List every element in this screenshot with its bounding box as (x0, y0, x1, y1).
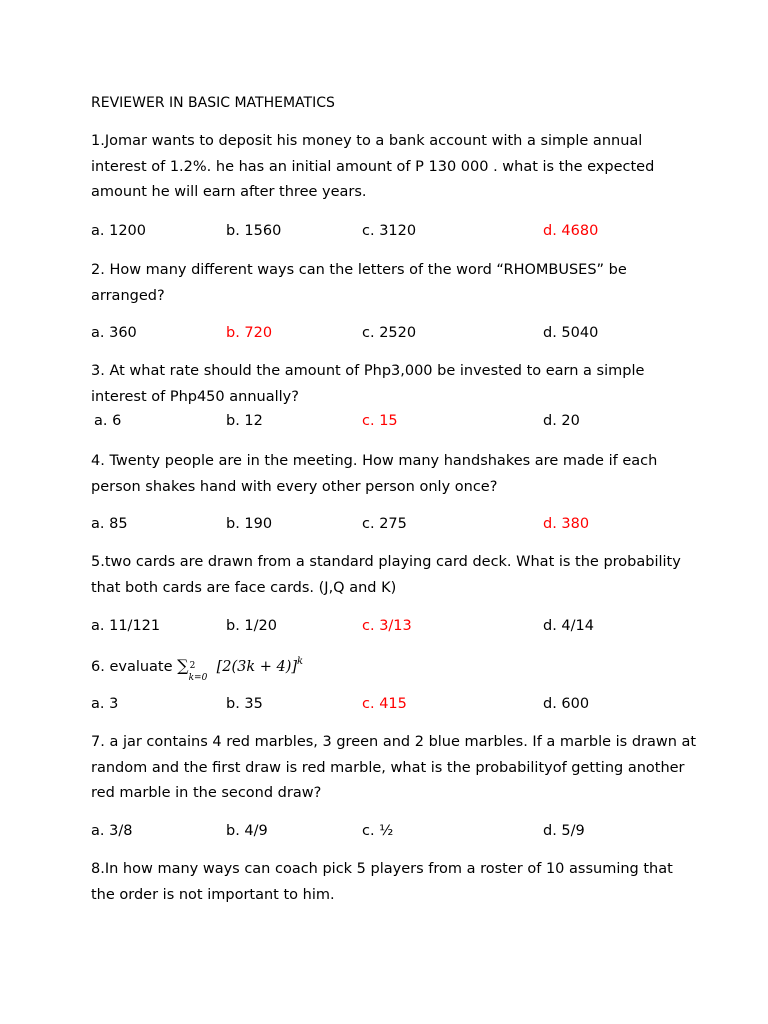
question-5 (91, 550, 691, 601)
question-2 (91, 258, 691, 309)
option-a: a. 85 (91, 516, 128, 532)
summation-limits (188, 658, 217, 683)
option-c-correct: c. 415 (362, 696, 407, 712)
option-a: a. 6 (94, 413, 122, 429)
option-c: c. 275 (362, 516, 407, 532)
option-d: d. 4/14 (543, 618, 594, 634)
option-d: d. 20 (543, 413, 580, 429)
question-8 (91, 857, 691, 908)
question-7-line: 7. a jar contains 4 red marbles, 3 green and 2 blue marbles. If a marble is drawn at (91, 734, 697, 750)
question-8-line: the order is not important to him. (91, 886, 335, 903)
option-c-correct: c. 3/13 (362, 618, 412, 634)
question-7-options (91, 823, 691, 845)
option-a: a. 360 (91, 325, 137, 341)
question-7-line: red marble in the second draw? (91, 785, 322, 802)
option-d: d. 600 (543, 696, 590, 712)
option-b: b. 12 (226, 413, 263, 429)
question-2-line: arranged? (91, 287, 165, 304)
page-title: REVIEWER IN BASIC MATHEMATICS (91, 95, 335, 111)
lower-limit: k=0 (188, 673, 208, 683)
question-1-options (91, 223, 691, 245)
option-d: d. 5040 (543, 325, 599, 341)
question-4-options (91, 516, 691, 538)
option-a: a. 1200 (91, 223, 147, 239)
upper-limit: 2 (189, 661, 196, 671)
option-b-correct: b. 720 (226, 325, 273, 341)
option-b: b. 4/9 (226, 823, 268, 839)
option-c: c. 3120 (362, 223, 417, 239)
question-1-line: amount he will earn after three years. (91, 184, 367, 201)
option-d: d. 5/9 (543, 823, 585, 839)
question-1-line: 1.Jomar wants to deposit his money to a bank account with a simple annual (91, 133, 643, 149)
option-c: c. ½ (362, 823, 394, 839)
question-2-options (91, 325, 691, 347)
question-6 (91, 653, 691, 682)
question-8-line: 8.In how many ways can coach pick 5 players from a roster of 10 assuming that (91, 861, 673, 877)
option-c-correct: c. 15 (362, 413, 398, 429)
question-3-line: 3. At what rate should the amount of Php3,000 be invested to earn a simple (91, 363, 645, 379)
expression-body: [2(3k + 4)] (216, 659, 298, 675)
question-3-line: interest of Php450 annually? (91, 388, 299, 405)
question-5-line: 5.two cards are drawn from a standard playing card deck. What is the probability (91, 554, 681, 570)
question-6-options (91, 696, 691, 718)
question-1-line: interest of 1.2%. he has an initial amount of P 130 000 . what is the expected (91, 158, 655, 175)
option-d-correct: d. 4680 (543, 223, 599, 239)
question-7 (91, 730, 697, 807)
question-3 (91, 359, 691, 410)
question-6-prefix: 6. evaluate (91, 659, 173, 675)
option-a: a. 3 (91, 696, 119, 712)
option-b: b. 1/20 (226, 618, 277, 634)
question-4-line: person shakes hand with every other person only once? (91, 478, 498, 495)
question-1 (91, 129, 691, 206)
sigma-symbol: ∑ (177, 656, 189, 675)
question-4 (91, 449, 691, 500)
question-2-line: 2. How many different ways can the letters of the word “RHOMBUSES” be (91, 262, 627, 278)
question-4-line: 4. Twenty people are in the meeting. How many handshakes are made if each (91, 453, 658, 469)
exponent: k (297, 656, 304, 667)
question-3-options (91, 413, 691, 435)
question-7-line: random and the first draw is red marble, what is the probabilityof getting another (91, 759, 685, 776)
option-d-correct: d. 380 (543, 516, 590, 532)
option-b: b. 35 (226, 696, 263, 712)
option-a: a. 11/121 (91, 618, 161, 634)
option-a: a. 3/8 (91, 823, 133, 839)
question-5-options (91, 618, 691, 640)
summation-expression (177, 656, 304, 683)
option-b: b. 1560 (226, 223, 282, 239)
option-b: b. 190 (226, 516, 273, 532)
question-5-line: that both cards are face cards. (J,Q and K) (91, 579, 397, 596)
option-c: c. 2520 (362, 325, 417, 341)
